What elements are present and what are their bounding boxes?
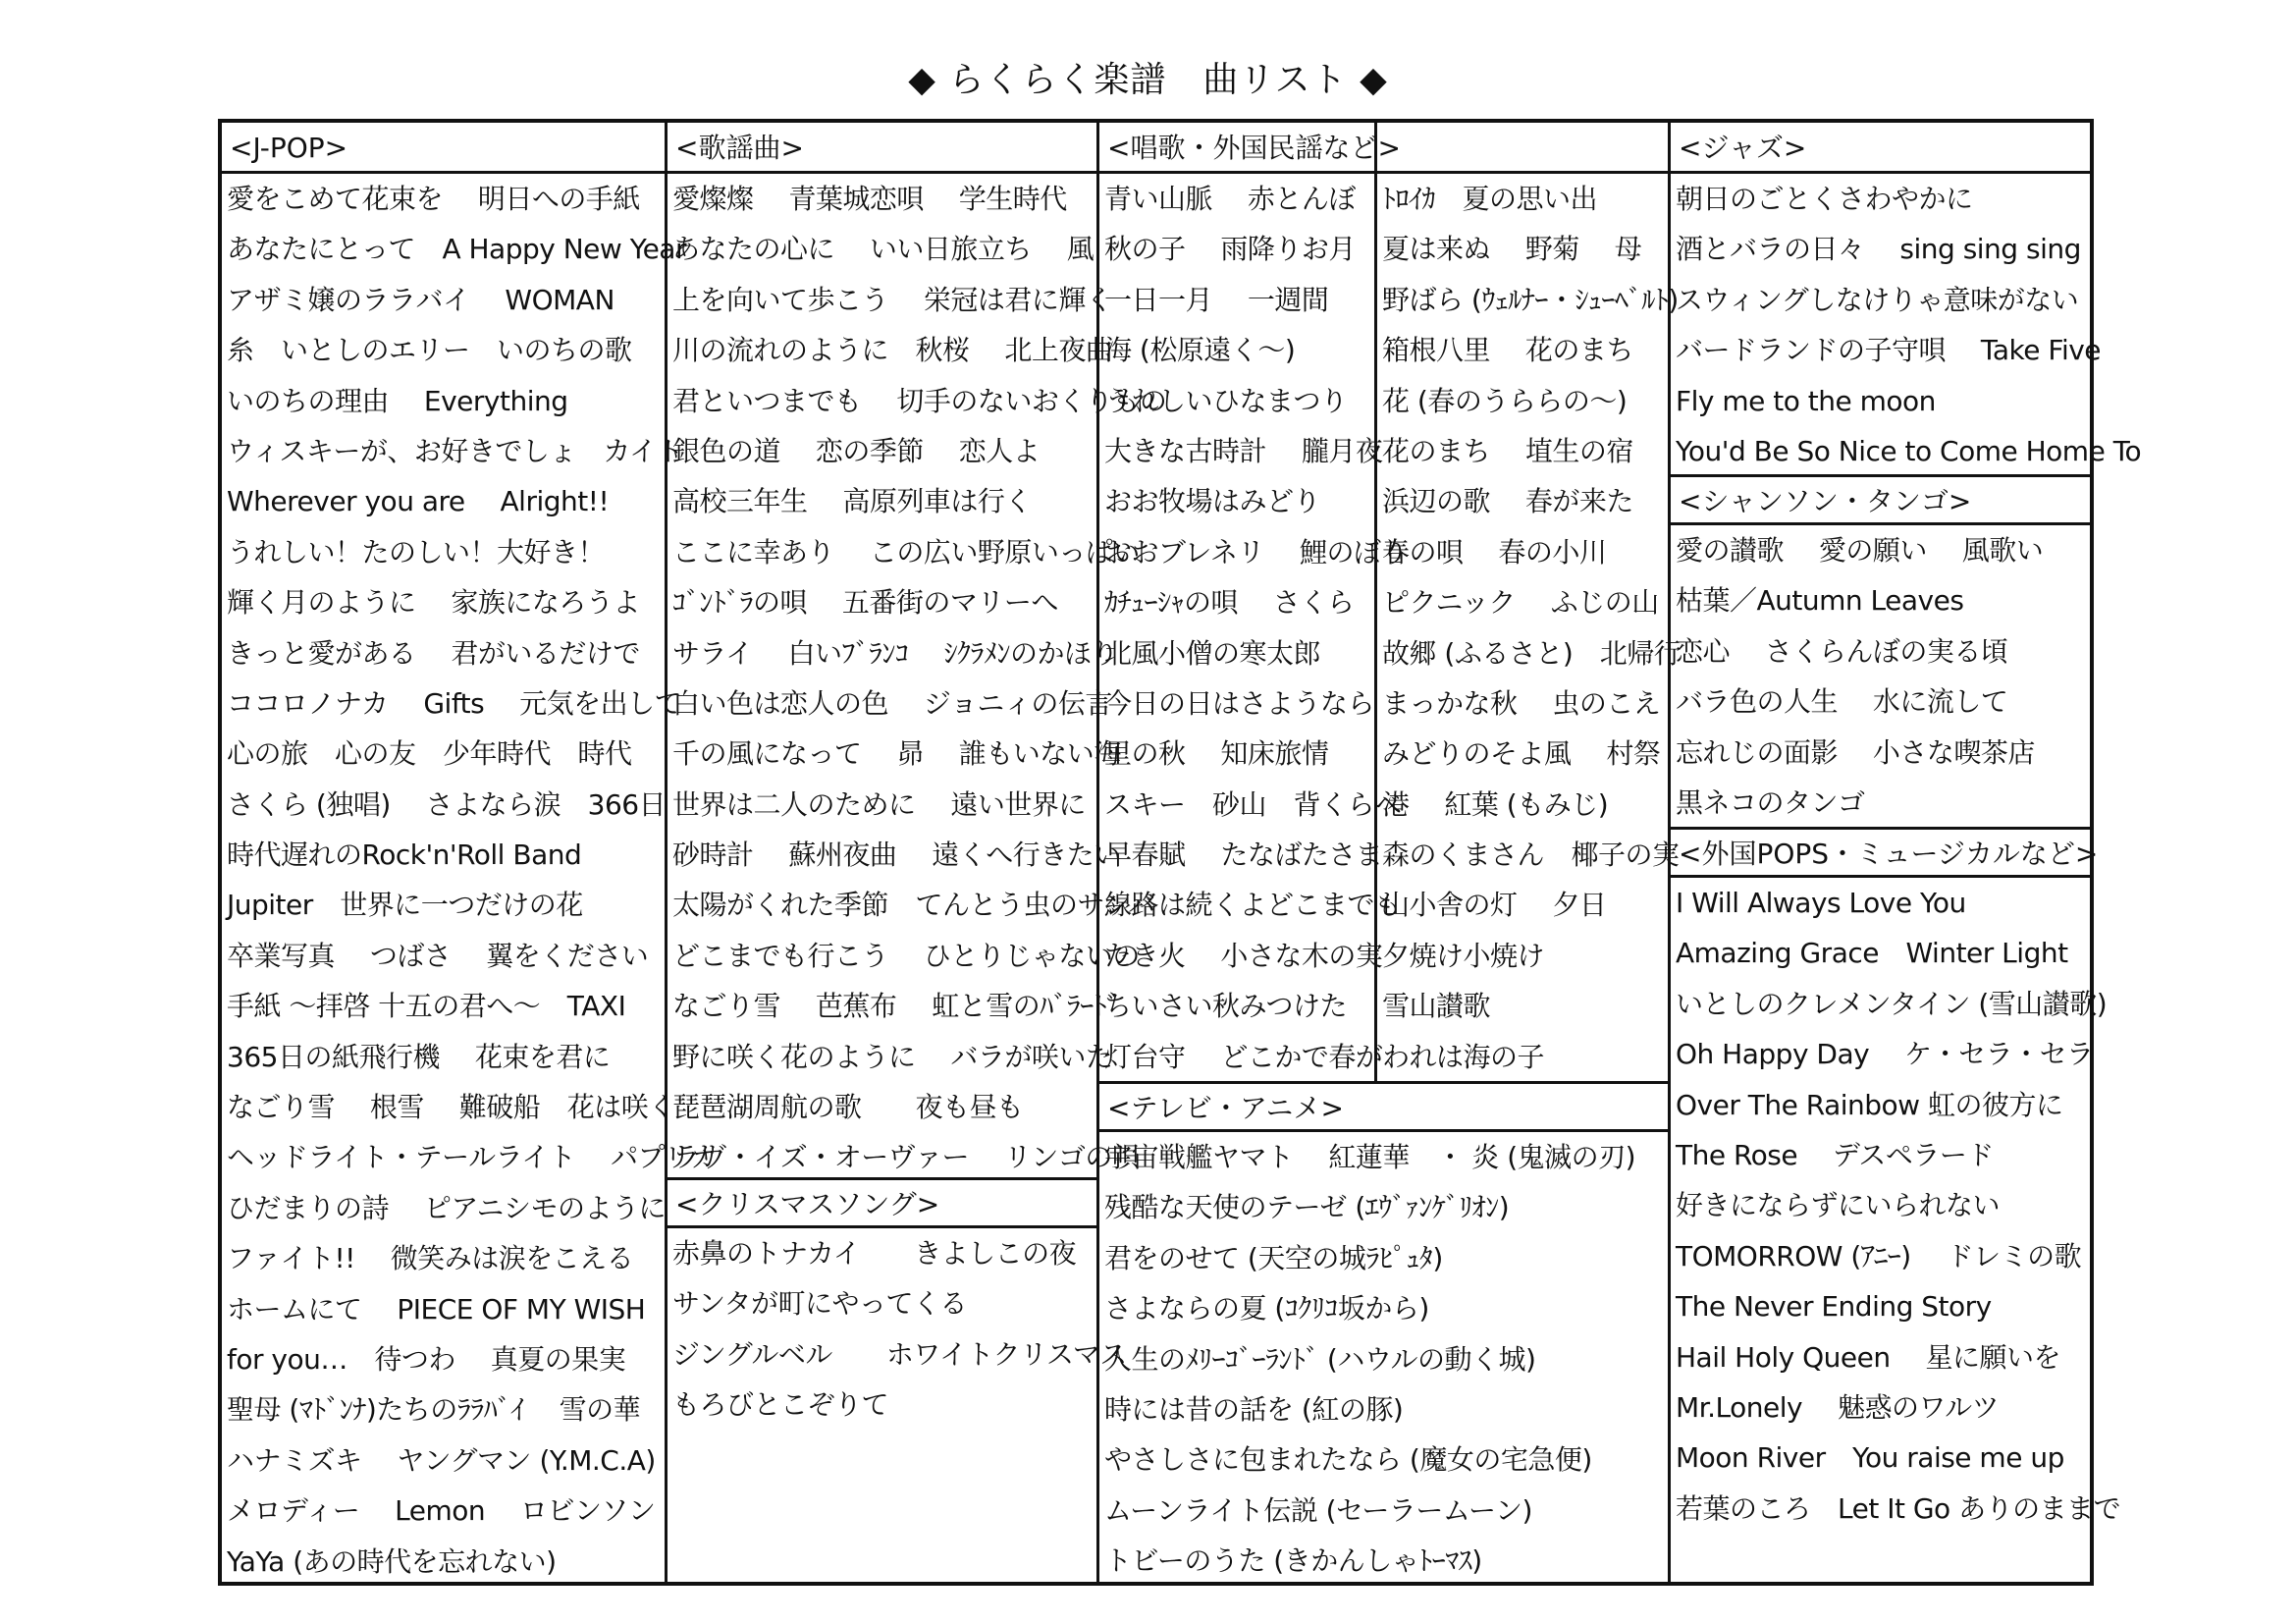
song-item: 朝日のごとくさわやかに <box>1676 183 1973 215</box>
song-item: 君をのせて (天空の城ﾗﾋﾟｭﾀ) <box>1104 1241 1443 1274</box>
song-list-chanson <box>1671 525 2090 828</box>
section-header-jpop: <J-POP> <box>230 132 348 164</box>
song-item: やさしさに包まれたなら (魔女の宅急便) <box>1104 1443 1592 1477</box>
song-list-jpop <box>222 174 718 1587</box>
song-item: Wherever you are Alright!! <box>227 485 610 518</box>
song-item: 赤鼻のトナカイ きよしこの夜 <box>672 1237 1077 1270</box>
song-item: 愛燦燦 青葉城恋唄 学生時代 <box>672 183 1067 215</box>
song-item: Mr.Lonely 魅惑のワルツ <box>1676 1390 2000 1424</box>
song-item: ここに幸あり この広い野原いっぱい <box>672 535 1140 568</box>
song-item: The Never Ending Story <box>1676 1290 1992 1324</box>
song-list-jazz <box>1671 174 2142 476</box>
song-item: なごり雪 根雪 難破船 花は咲く <box>227 1091 675 1124</box>
song-item: ピクニック ふじの山 <box>1382 586 1659 620</box>
song-item: 銀色の道 恋の季節 恋人よ <box>672 434 1041 467</box>
song-item: 輝く月のように 家族になろうよ <box>227 586 640 620</box>
song-item: トビーのうた (きかんしゃﾄｰﾏｽ) <box>1104 1544 1482 1578</box>
song-item: ヘッドライト・テールライト パプリカ <box>227 1141 718 1174</box>
song-item: 夕焼け小焼け <box>1382 939 1545 972</box>
song-item: 野ばら (ｳｪﾙﾅｰ・ｼｭｰﾍﾞﾙﾄ) <box>1382 283 1679 316</box>
song-item: 人生のﾒﾘｰｺﾞｰﾗﾝﾄﾞ (ハウルの動く城) <box>1104 1342 1536 1376</box>
song-item: 青い山脈 赤とんぼ <box>1104 183 1356 215</box>
song-item: 野に咲く花のように バラが咲いた <box>672 1040 1113 1073</box>
song-item: Fly me to the moon <box>1676 384 1936 417</box>
song-item: 秋の子 雨降りお月 <box>1104 233 1356 266</box>
song-item: for you… 待つわ 真夏の果実 <box>227 1342 626 1376</box>
song-item: 太陽がくれた季節 てんとう虫のサンバ <box>672 889 1155 922</box>
song-item: たき火 小さな木の実 <box>1104 939 1383 972</box>
song-item: いとしのクレメンタイン (雪山讃歌) <box>1676 987 2108 1020</box>
song-item: You'd Be So Nice to Come Home To <box>1676 434 2142 467</box>
section-header-chanson: <シャンソン・タンゴ> <box>1679 485 1972 517</box>
song-item: アザミ嬢のララバイ WOMAN <box>227 283 614 316</box>
song-item: 里の秋 知床旅情 <box>1104 737 1329 771</box>
song-item: 世界は二人のために 遠い世界に <box>672 787 1086 821</box>
song-item: 酒とバラの日々 sing sing sing <box>1676 233 2081 266</box>
section-header-shoka2 <box>1377 123 1668 171</box>
song-item: さくら (独唱) さよなら涙 366日 <box>227 787 667 821</box>
song-item: ラヴ・イズ・オーヴァー リンゴの唄 <box>672 1141 1140 1174</box>
song-list-foreign <box>1671 878 2121 1534</box>
song-item: ムーンライト伝説 (セーラームーン) <box>1104 1493 1532 1527</box>
song-item: まっかな秋 虫のこえ <box>1382 686 1661 720</box>
song-item: 故郷 (ふるさと) 北帰行 <box>1382 636 1682 670</box>
song-item: おおブレネリ 鯉のぼり <box>1104 535 1408 568</box>
song-item: 手紙 ～拝啓 十五の君へ～ TAXI <box>227 990 626 1023</box>
song-item: おお牧場はみどり <box>1104 485 1321 518</box>
song-item: ハナミズキ ヤングマン (Y.M.C.A) <box>227 1443 656 1477</box>
song-item: 残酷な天使のテーゼ (ｴｳﾞｧﾝｹﾞﾘｵﾝ) <box>1104 1191 1510 1224</box>
song-item: うれしいひなまつり <box>1104 384 1348 417</box>
song-item: ﾄﾛｲｶ 夏の思い出 <box>1382 183 1598 215</box>
song-item: バードランドの子守唄 Take Five <box>1676 334 2102 367</box>
song-item: 千の風になって 昴 誰もいない海 <box>672 737 1121 771</box>
song-item: ウィスキーが、お好きでしょ カイト <box>227 434 683 467</box>
song-item: 時代遅れのRock'n'Roll Band <box>227 839 582 872</box>
song-item: 早春賦 たなばたさま <box>1104 839 1383 872</box>
song-item: スキー 砂山 背くらべ <box>1104 787 1402 821</box>
page-title: ◆ らくらく楽譜 曲リスト ◆ <box>908 60 1388 100</box>
song-item: 時には昔の話を (紅の豚) <box>1104 1392 1404 1426</box>
song-item: サライ 白いﾌﾞﾗﾝｺ ｼｸﾗﾒﾝのかほり <box>672 636 1118 670</box>
song-item: あなたにとって A Happy New Year <box>227 233 686 266</box>
song-list-table <box>218 119 2142 1586</box>
song-item: バラ色の人生 水に流して <box>1676 685 2008 719</box>
song-item: 白い色は恋人の色 ジョニィの伝言 <box>672 686 1112 720</box>
song-item: Over The Rainbow 虹の彼方に <box>1676 1088 2063 1121</box>
song-item: 雪山讃歌 <box>1382 990 1491 1023</box>
section-header-jazz: <ジャズ> <box>1679 132 1807 164</box>
song-item: きっと愛がある 君がいるだけで <box>227 636 640 670</box>
song-item: Amazing Grace Winter Light <box>1676 937 2068 970</box>
song-list-kayou <box>667 174 1167 1183</box>
song-item: 若葉のころ Let It Go ありのままで <box>1676 1491 2121 1525</box>
song-item: 好きにならずにいられない <box>1676 1189 2001 1222</box>
song-item: ひだまりの詩 ピアニシモのように <box>227 1191 667 1224</box>
song-item: 上を向いて歩こう 栄冠は君に輝く <box>672 283 1113 316</box>
song-item: サンタが町にやってくる <box>672 1287 967 1321</box>
song-item: 恋心 さくらんぼの実る頃 <box>1676 634 2008 668</box>
song-item: メロディー Lemon ロビンソン <box>227 1494 656 1528</box>
song-item: なごり雪 芭蕉布 虹と雪のﾊﾞﾗｰﾄﾞ <box>672 990 1121 1023</box>
song-item: 君といつまでも 切手のないおくりもの <box>672 384 1167 417</box>
song-item: 北風小僧の寒太郎 <box>1104 636 1321 670</box>
section-header-anime: <テレビ・アニメ> <box>1107 1092 1344 1124</box>
song-item: 愛の讃歌 愛の願い 風歌い <box>1676 534 2044 567</box>
song-item: ファイト!! 微笑みは涙をこえる <box>227 1242 634 1275</box>
song-item: 今日の日はさようなら <box>1104 686 1375 720</box>
song-item: ココロノナカ Gifts 元気を出して <box>227 686 682 720</box>
song-item: 糸 いとしのエリー いのちの歌 <box>227 334 632 367</box>
song-item: ｶﾁｭｰｼｬの唄 さくら <box>1104 586 1355 620</box>
song-item: 線路は続くよどこまでも <box>1104 889 1402 922</box>
song-item: 花のまち 埴生の宿 <box>1382 434 1633 467</box>
song-item: 春の唄 春の小川 <box>1382 535 1607 568</box>
song-item: 忘れじの面影 小さな喫茶店 <box>1676 735 2035 769</box>
song-item: われは海の子 <box>1382 1040 1545 1073</box>
section-header-shoka: <唱歌・外国民謡など> <box>1107 132 1401 164</box>
song-item: 聖母 (ﾏﾄﾞﾝﾅ)たちのﾗﾗﾊﾞｲ 雪の華 <box>227 1393 641 1427</box>
song-item: ちいさい秋みつけた <box>1104 990 1347 1023</box>
song-item: 川の流れのように 秋桜 北上夜曲 <box>672 334 1113 367</box>
song-item: 卒業写真 つばさ 翼をください <box>227 939 649 972</box>
song-list-anime <box>1099 1132 1668 1587</box>
song-list-christmas <box>667 1228 1127 1431</box>
song-item: スウィングしなけりゃ意味がない <box>1676 283 2079 316</box>
song-item: 山小舎の灯 夕日 <box>1382 889 1607 922</box>
song-item: Hail Holy Queen 星に願いを <box>1676 1340 2060 1374</box>
song-item: みどりのそよ風 村祭 <box>1382 737 1661 771</box>
song-item: TOMORROW (ｱﾆｰ) ドレミの歌 <box>1676 1239 2082 1272</box>
song-list-shoka2 <box>1377 174 1682 1082</box>
song-item: 海 (松原遠く～) <box>1104 334 1296 367</box>
song-item: 365日の紙飛行機 花束を君に <box>227 1040 611 1073</box>
song-item: ホームにて PIECE OF MY WISH <box>227 1292 646 1326</box>
song-item: YaYa (あの時代を忘れない) <box>227 1544 557 1578</box>
song-item: 心の旅 心の友 少年時代 時代 <box>227 737 632 771</box>
song-item: I Will Always Love You <box>1676 887 1966 919</box>
song-item: どこまでも行こう ひとりじゃないの <box>672 939 1140 972</box>
song-item: 大きな古時計 朧月夜 <box>1104 434 1383 467</box>
song-list-shoka <box>1099 174 1408 1082</box>
song-item: 高校三年生 高原列車は行く <box>672 485 1032 518</box>
song-item: Moon River You raise me up <box>1676 1441 2064 1475</box>
song-item: 砂時計 蘇州夜曲 遠くへ行きたい <box>672 839 1121 872</box>
song-item: ジングルベル ホワイトクリスマス <box>672 1337 1127 1371</box>
song-item: 琵琶湖周航の歌 夜も昼も <box>672 1091 1024 1124</box>
song-item: 浜辺の歌 春が来た <box>1382 485 1633 518</box>
song-item: さよならの夏 (ｺｸﾘｺ坂から) <box>1104 1292 1429 1326</box>
song-item: もろびとこぞりて <box>672 1388 889 1422</box>
song-item: うれしい！たのしい！大好き！ <box>227 535 606 568</box>
song-item: Oh Happy Day ケ・セラ・セラ <box>1676 1038 2094 1071</box>
song-item: 夏は来ぬ 野菊 母 <box>1382 233 1642 266</box>
song-item: 森のくまさん 椰子の実 <box>1382 839 1680 872</box>
section-header-kayou: <歌謡曲> <box>675 132 804 164</box>
song-item: あなたの心に いい日旅立ち 風 <box>672 233 1095 266</box>
song-item: 枯葉／Autumn Leaves <box>1676 584 1964 618</box>
section-header-foreign: <外国POPS・ミュージカルなど> <box>1679 838 2099 870</box>
song-item: The Rose デスペラード <box>1676 1138 1994 1171</box>
song-item: ｺﾞﾝﾄﾞﾗの唄 五番街のマリーへ <box>672 586 1058 620</box>
song-item: 黒ネコのタンゴ <box>1676 785 1865 819</box>
song-item: 花 (春のうららの～) <box>1382 384 1628 417</box>
song-item: 愛をこめて花束を 明日への手紙 <box>227 183 640 215</box>
song-item: 宇宙戦艦ヤマト 紅蓮華 ・ 炎 (鬼滅の刃) <box>1104 1141 1636 1173</box>
song-item: 一日一月 一週間 <box>1104 283 1329 316</box>
section-header-christmas: <クリスマスソング> <box>675 1188 940 1220</box>
song-item: Jupiter 世界に一つだけの花 <box>227 889 583 922</box>
song-item: いのちの理由 Everything <box>227 384 568 417</box>
song-item: 港 紅葉 (もみじ) <box>1382 787 1609 821</box>
song-item: 灯台守 どこかで春が <box>1104 1040 1383 1073</box>
song-item: 箱根八里 花のまち <box>1382 334 1633 367</box>
